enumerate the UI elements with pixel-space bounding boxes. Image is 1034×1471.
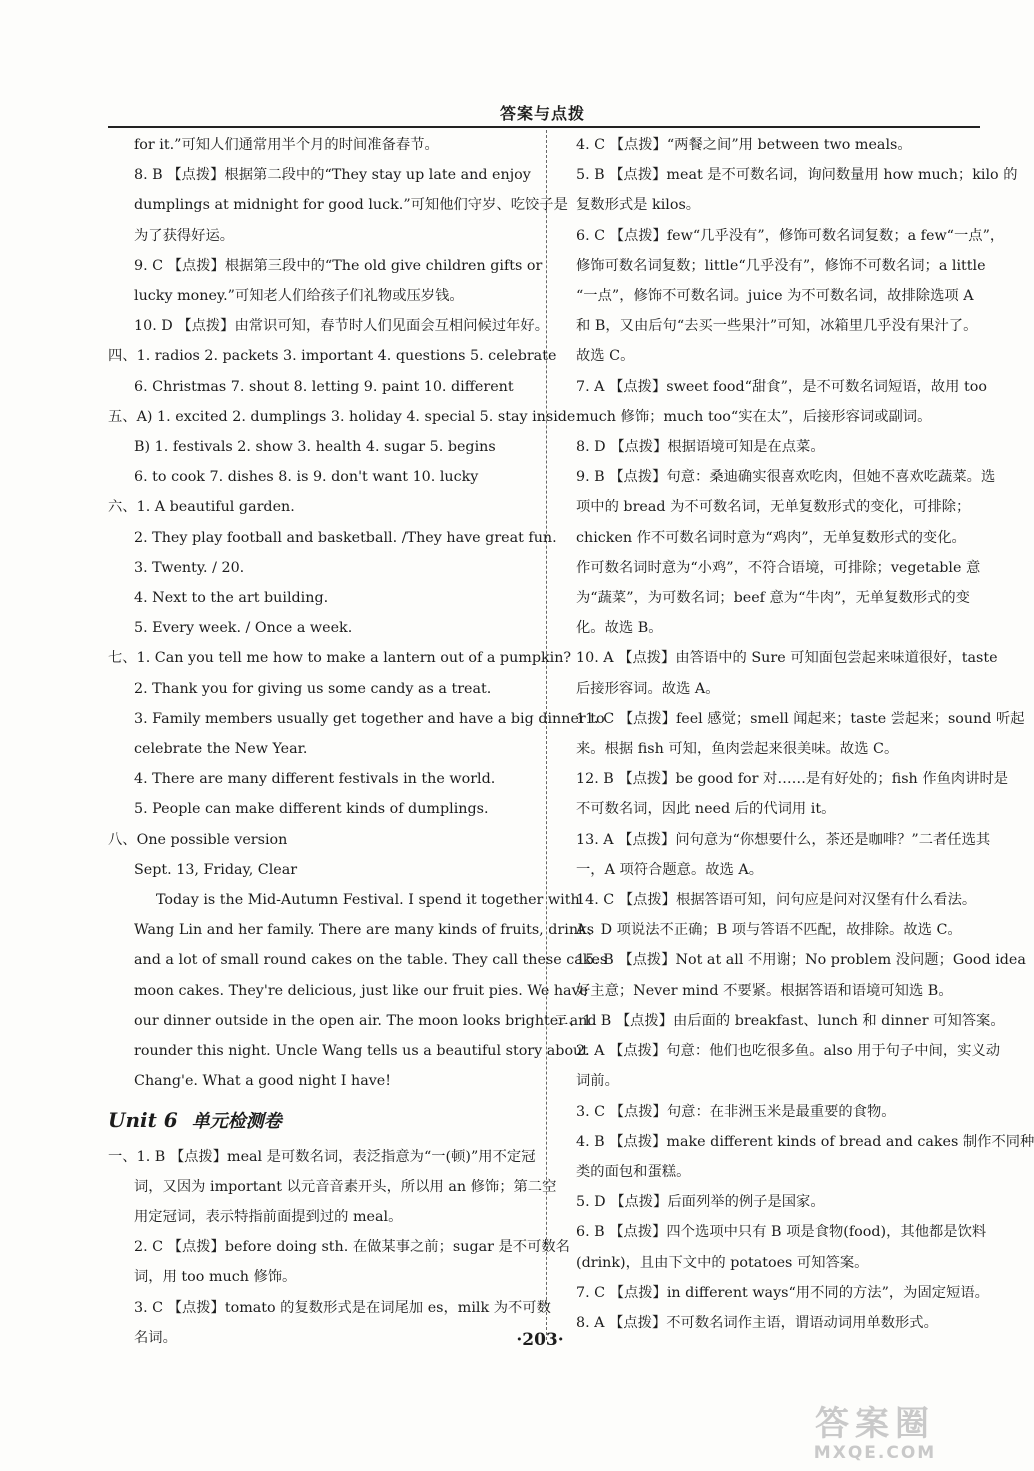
page-number: ·203·	[516, 1330, 564, 1350]
text-line: 5. D 【点拨】后面列举的例子是国家。	[576, 1194, 825, 1211]
text-line: Chang'e. What a good night I have!	[134, 1073, 391, 1090]
text-line: 4. C 【点拨】“两餐之间”用 between two meals。	[576, 137, 912, 153]
text-line: 词前。	[576, 1073, 619, 1090]
text-line: 不可数名词，因此 need 后的代词用 it。	[576, 801, 836, 818]
text-line: 3. C 【点拨】句意：在非洲玉米是最重要的食物。	[576, 1103, 896, 1120]
text-line: 后接形容词。故选 A。	[576, 680, 720, 697]
text-line: 为“蔬菜”，为可数名词；beef 意为“牛肉”，无单复数形式的变	[576, 590, 970, 607]
text-line: 2. A 【点拨】句意：他们也吃很多鱼。also 用于句子中间，实义动	[576, 1043, 1001, 1060]
text-line: 12. B 【点拨】be good for 对……是有好处的；fish 作鱼肉讲时是	[576, 771, 1009, 788]
text-line: 11. C 【点拨】feel 感觉；smell 闻起来；taste 尝起来；sound 听起	[576, 710, 1025, 727]
text-line: 七、1. Can you tell me how to make a lantern out of a pumpkin?	[108, 650, 572, 667]
text-line: 名词。	[134, 1329, 177, 1346]
text-line: 类的面包和蛋糕。	[576, 1163, 691, 1180]
text-line: 项中的 bread 为不可数名词，无单复数形式的变化，可排除；	[576, 499, 971, 516]
text-line: 作可数名词时意为“小鸡”，不符合语境，可排除；vegetable 意	[576, 559, 981, 576]
text-line: 8. A 【点拨】不可数名词作主语，谓语动词用单数形式。	[576, 1314, 938, 1331]
header-title: 答案与点拨	[499, 104, 585, 123]
text-line: 13. A 【点拨】问句意为“你想要什么，茶还是咖啡？”二者任选其	[576, 831, 991, 848]
right-column	[554, 130, 1034, 1338]
text-line: chicken 作不可数名词时意为“鸡肉”，无单复数形式的变化。	[576, 529, 966, 546]
text-line: 六、1. A beautiful garden.	[108, 499, 295, 516]
text-line: 故选 C。	[576, 348, 635, 365]
text-line: 8. B 【点拨】根据第二段中的“They stay up late and enjoy	[134, 167, 531, 184]
text-line: 和 B，又由后句“去买一些果汁”可知，冰箱里几乎没有果汁了。	[576, 318, 978, 335]
text-line: Wang Lin and her family. There are many kinds of fruits, drinks	[134, 922, 595, 939]
text-line: 复数形式是 kilos。	[576, 197, 701, 214]
text-line: 7. C 【点拨】in different ways“用不同的方法”，为固定短语。	[576, 1284, 989, 1301]
right-lines	[554, 130, 1034, 1338]
text-line: 为了获得好运。	[134, 227, 235, 244]
text-line: 6. Christmas 7. shout 8. letting 9. paint 10. different	[134, 378, 514, 395]
text-line: 2. C 【点拨】before doing sth. 在做某事之前；sugar 是不可数名	[134, 1239, 570, 1256]
text-line: 用定冠词，表示特指前面提到过的 meal。	[134, 1208, 403, 1225]
text-line: 词，用 too much 修饰。	[134, 1269, 297, 1286]
text-line: lucky money.”可知老人们给孩子们礼物或压岁钱。	[134, 288, 464, 305]
text-line: 9. B 【点拨】句意：桑迪确实很喜欢吃肉，但她不喜欢吃蔬菜。选	[576, 469, 996, 486]
unit-title: Unit 6	[108, 1107, 178, 1132]
text-line: and a lot of small round cakes on the table. They call these cakes	[134, 952, 608, 969]
text-line: 五、A) 1. excited 2. dumplings 3. holiday 4. special 5. stay inside	[108, 408, 576, 425]
left-lines-unit6	[108, 1142, 570, 1353]
text-line: (drink)，且由下文中的 potatoes 可知答案。	[576, 1254, 869, 1271]
text-line: 化。故选 B。	[576, 620, 663, 637]
text-line: 6. C 【点拨】few“几乎没有”，修饰可数名词复数；a few“一点”，	[576, 227, 1005, 244]
watermark-url: MXQE.COM	[813, 1443, 937, 1463]
text-line: 修饰可数名词复数；little“几乎没有”，修饰不可数名词；a little	[576, 257, 986, 274]
text-line: celebrate the New Year.	[134, 741, 308, 758]
text-line: “一点”，修饰不可数名词。juice 为不可数名词，故排除选项 A	[576, 288, 974, 305]
text-line: 一，A 项符合题意。故选 A。	[576, 861, 764, 878]
text-line: A、D 项说法不正确；B 项与答语不匹配，故排除。故选 C。	[576, 922, 962, 939]
text-line: 4. Next to the art building.	[134, 590, 329, 607]
text-line: 一、1. B 【点拨】meal 是可数名词，表泛指意为“一(顿)”用不定冠	[108, 1148, 536, 1165]
text-line: 6. B 【点拨】四个选项中只有 B 项是食物(food)，其他都是饮料	[576, 1224, 987, 1241]
text-line: Today is the Mid-Autumn Festival. I spend it together with	[156, 892, 580, 909]
text-line: moon cakes. They're delicious, just like our fruit pies. We have	[134, 982, 589, 999]
watermark-text: 答案圈	[815, 1404, 935, 1444]
text-line: 4. B 【点拨】make different kinds of bread and cakes 制作不同种	[576, 1133, 1034, 1150]
page-header	[108, 98, 980, 128]
text-line: 3. Twenty. / 20.	[134, 559, 245, 576]
watermark-logo	[770, 1405, 980, 1463]
text-line: 8. D 【点拨】根据语境可知是在点菜。	[576, 439, 825, 456]
text-line: Sept. 13, Friday, Clear	[134, 861, 298, 878]
text-line: 7. A 【点拨】sweet food“甜食”，是不可数名词短语，故用 too	[576, 378, 987, 395]
unit-heading	[108, 1101, 540, 1142]
text-line: for it.”可知人们通常用半个月的时间准备春节。	[134, 137, 439, 153]
text-line: 八、One possible version	[108, 831, 288, 848]
text-line: 15. B 【点拨】Not at all 不用谢；No problem 没问题；Good idea	[576, 952, 1026, 969]
text-line: 2. Thank you for giving us some candy as a treat.	[134, 680, 492, 697]
text-line: 来。根据 fish 可知，鱼肉尝起来很美味。故选 C。	[576, 741, 899, 758]
text-line: 3. C 【点拨】tomato 的复数形式是在词尾加 es，milk 为不可数	[134, 1299, 551, 1316]
text-line: 3. Family members usually get together and have a big dinner to	[134, 710, 605, 727]
text-line: 5. Every week. / Once a week.	[134, 620, 353, 637]
text-line: 四、1. radios 2. packets 3. important 4. questions 5. celebrate	[108, 348, 557, 365]
text-line: rounder this night. Uncle Wang tells us a beautiful story about	[134, 1043, 589, 1060]
text-line: dumplings at midnight for good luck.”可知他们守岁、吃饺子是	[134, 197, 568, 214]
unit-subtitle: 单元检测卷	[191, 1110, 282, 1132]
text-line: 5. B 【点拨】meat 是不可数名词，询问数量用 how much；kilo 的	[576, 167, 1018, 184]
text-line: 2. They play football and basketball. /They have great fun.	[134, 529, 557, 546]
text-line: 14. C 【点拨】根据答语可知，问句应是问对汉堡有什么看法。	[576, 892, 977, 909]
text-line: 4. There are many different festivals in the world.	[134, 771, 496, 788]
text-line: 10. A 【点拨】由答语中的 Sure 可知面包尝起来味道很好，taste	[576, 650, 998, 667]
text-line: 词，又因为 important 以元音音素开头，所以用 an 修饰；第二空	[134, 1178, 557, 1195]
text-line: our dinner outside in the open air. The moon looks brighter and	[134, 1012, 597, 1029]
text-line: 5. People can make different kinds of dumplings.	[134, 801, 489, 818]
text-line: much 修饰；much too“实在太”，后接形容词或副词。	[576, 408, 932, 425]
text-line: 二、1. B 【点拨】由后面的 breakfast、lunch 和 dinner 可知答案。	[554, 1012, 1005, 1029]
text-line: 好主意；Never mind 不要紧。根据答语和语境可知选 B。	[576, 982, 953, 999]
text-line: 6. to cook 7. dishes 8. is 9. don't want 10. lucky	[134, 469, 479, 486]
text-line: 10. D 【点拨】由常识可知，春节时人们见面会互相问候过年好。	[134, 318, 550, 335]
text-line: B) 1. festivals 2. show 3. health 4. sugar 5. begins	[134, 439, 496, 456]
text-line: 9. C 【点拨】根据第三段中的“The old give children gifts or	[134, 257, 543, 274]
